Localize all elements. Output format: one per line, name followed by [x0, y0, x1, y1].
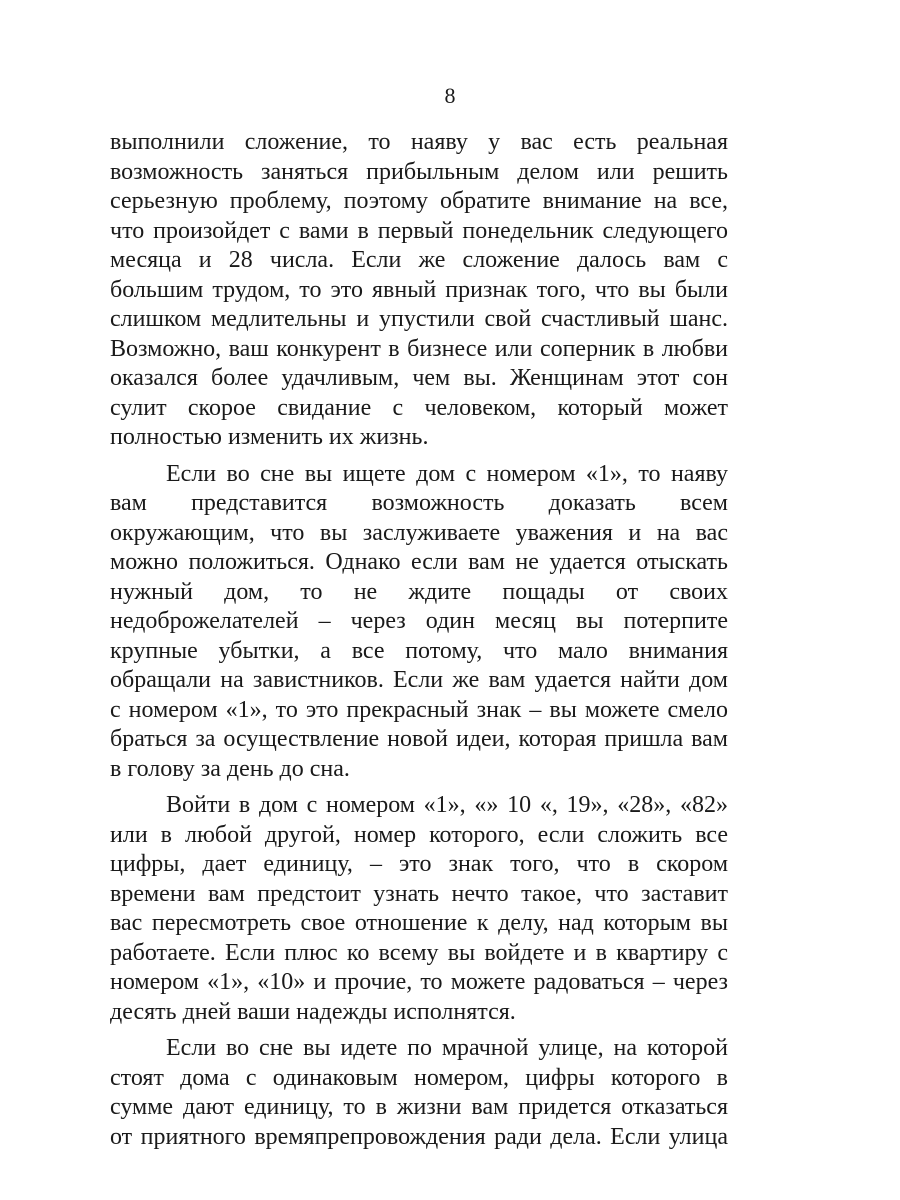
text-line: времени вам предстоит узнать нечто такое, что заставит — [110, 880, 728, 907]
text-line: большим трудом, то это явный признак того, что вы были — [110, 276, 728, 303]
text-line: слишком медлительны и упустили свой счастливый шанс. — [110, 306, 728, 332]
text-line: возможность заняться прибыльным делом или решить — [110, 158, 728, 185]
paragraph — [110, 1034, 728, 1152]
text-line: в голову за день до сна. — [110, 755, 350, 782]
text-line: сумме дают единицу, то в жизни вам придется отказаться — [110, 1094, 728, 1120]
text-line: Если во сне вы ищете дом с номером «1», то наяву — [166, 460, 728, 487]
text-line: браться за осуществление новой идеи, которая пришла вам — [110, 726, 728, 752]
text-line: Если во сне вы идете по мрачной улице, на которой — [166, 1035, 728, 1061]
text-line: работаете. Если плюс ко всему вы войдете и в квартиру с — [110, 939, 728, 966]
text-line: стоят дома с одинаковым номером, цифры которого в — [110, 1064, 728, 1091]
text-line: окружающим, что вы заслуживаете уважения и на вас — [110, 519, 728, 546]
text-line: крупные убытки, а все потому, что мало внимания — [110, 637, 728, 664]
text-body — [110, 128, 728, 1159]
text-line: нужный дом, то не ждите пощады от своих — [110, 578, 728, 605]
text-line: можно положиться. Однако если вам не удается отыскать — [110, 549, 728, 575]
text-line: вам представится возможность доказать всем — [110, 490, 728, 516]
paragraph — [110, 460, 728, 785]
text-line: вас пересмотреть свое отношение к делу, над которым вы — [110, 910, 728, 936]
text-line: Возможно, ваш конкурент в бизнесе или соперник в любви — [110, 335, 728, 362]
text-line: выполнили сложение, то наяву у вас есть реальная — [110, 129, 728, 155]
text-line: недоброжелателей – через один месяц вы потерпите — [110, 608, 728, 634]
page-number: 8 — [444, 83, 456, 108]
text-line: с номером «1», то это прекрасный знак – вы можете смело — [110, 696, 728, 723]
text-line: от приятного времяпрепровождения ради дела. Если улица — [110, 1123, 728, 1150]
text-line: цифры, дает единицу, – это знак того, что в скором — [110, 851, 728, 877]
paragraph — [110, 791, 728, 1027]
text-line: что произойдет с вами в первый понедельник следующего — [110, 217, 728, 244]
text-line: Войти в дом с номером «1», «» 10 «, 19», «28», «82» — [166, 792, 728, 818]
text-line: полностью изменить их жизнь. — [110, 424, 429, 450]
text-line: сулит скорое свидание с человеком, который может — [110, 394, 728, 421]
text-line: серьезную проблему, поэтому обратите внимание на все, — [110, 188, 728, 214]
paragraph — [110, 128, 728, 453]
text-line: оказался более удачливым, чем вы. Женщинам этот сон — [110, 365, 728, 391]
text-line: обращали на завистников. Если же вам удается найти дом — [110, 667, 728, 693]
text-line: десять дней ваши надежды исполнятся. — [110, 998, 516, 1025]
text-line: месяца и 28 числа. Если же сложение далось вам с — [110, 247, 728, 273]
text-line: или в любой другой, номер которого, если сложить все — [110, 821, 728, 848]
text-line: номером «1», «10» и прочие, то можете радоваться – через — [110, 969, 728, 995]
